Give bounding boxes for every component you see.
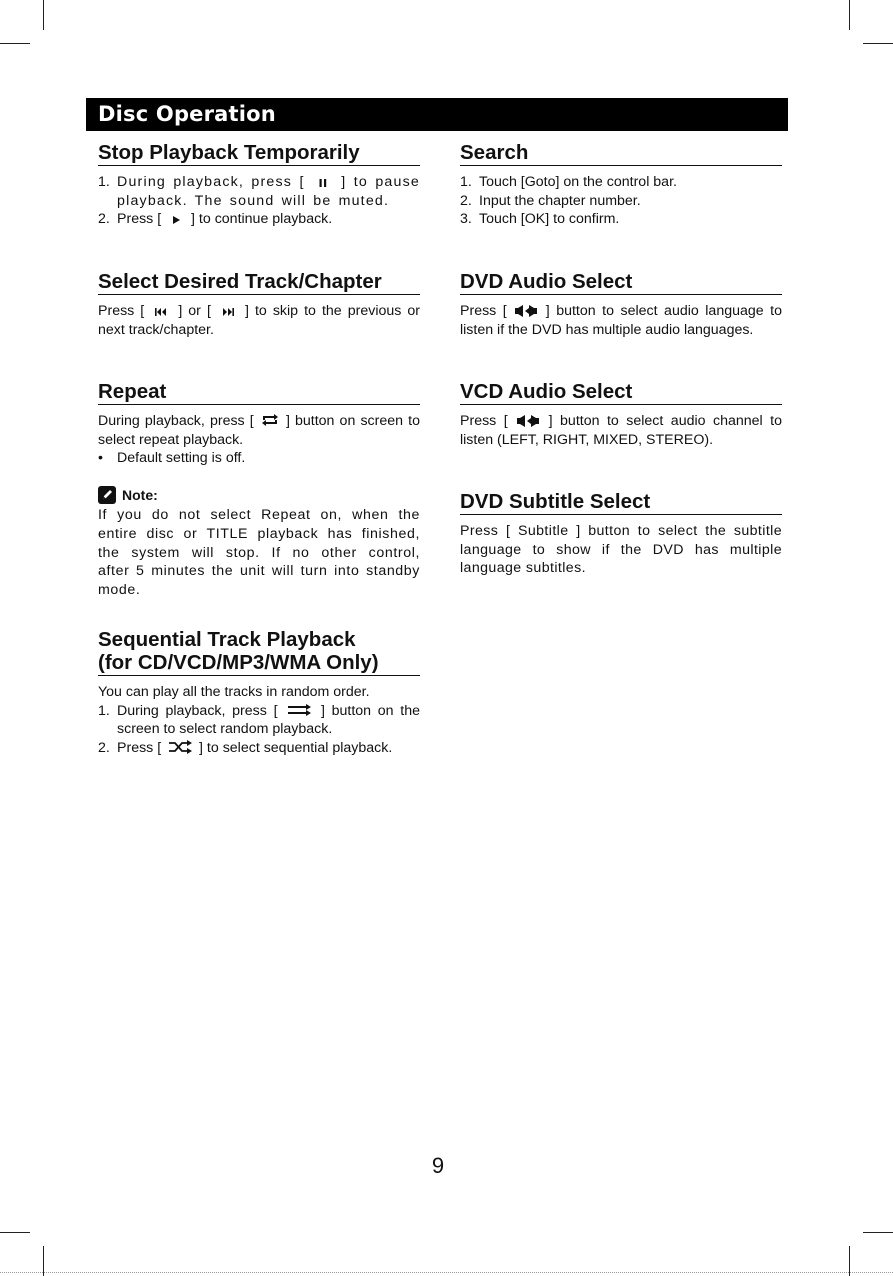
repeat-heading: Repeat: [98, 380, 420, 405]
dvd-audio-text: Press [ ] button to select audio language to listen if the DVD has multiple audio languages.: [460, 303, 783, 338]
select-track-section: [98, 270, 420, 339]
crop-mark: [863, 43, 893, 44]
dvd-audio-heading: DVD Audio Select: [460, 270, 782, 295]
sequential-section: [98, 628, 420, 757]
repeat-icon: [259, 413, 281, 427]
subtitle-heading: DVD Subtitle Select: [460, 490, 782, 515]
item-number: 1.: [98, 702, 110, 719]
item-text: Press [: [117, 211, 166, 228]
crop-mark: [0, 1232, 30, 1233]
item-number: 2.: [98, 211, 110, 228]
list-item: [98, 210, 420, 229]
item-text: During playback, press [: [117, 174, 312, 190]
bullet-item: [98, 449, 420, 468]
next-track-icon: [217, 305, 239, 319]
pencil-note-icon: [98, 486, 116, 504]
item-text: Input the chapter number.: [479, 192, 641, 209]
repeat-text: During playback, press [ ] button on screen to select repeat playback.: [98, 413, 420, 448]
bullet: •: [98, 450, 103, 467]
stop-playback-heading: Stop Playback Temporarily: [98, 141, 420, 166]
list-item: [98, 702, 420, 739]
previous-track-icon: [150, 305, 172, 319]
crop-mark: [43, 0, 44, 30]
select-track-heading: Select Desired Track/Chapter: [98, 270, 420, 295]
vcd-audio-text: Press [ ] button to select audio channel to listen (LEFT, RIGHT, MIXED, STEREO).: [460, 413, 782, 448]
subtitle-section: [460, 490, 782, 578]
list-item: [98, 739, 420, 758]
list-item: [460, 192, 782, 211]
item-number: 3.: [460, 211, 472, 228]
item-number: 1.: [98, 174, 110, 190]
search-heading: Search: [460, 141, 782, 166]
sequential-heading: Sequential Track Playback (for CD/VCD/MP3/WMA Only): [98, 628, 420, 676]
item-text: Touch [OK] to confirm.: [479, 211, 620, 228]
dvd-audio-section: [460, 270, 782, 339]
crop-mark: [863, 1232, 893, 1233]
audio-icon: [513, 304, 539, 318]
crop-mark: [0, 43, 30, 44]
sequential-intro: You can play all the tracks in random order.: [98, 684, 370, 700]
random-icon: [284, 703, 314, 717]
play-icon: [165, 213, 187, 227]
item-text: ] to continue playback.: [187, 211, 333, 228]
list-item: [460, 210, 782, 229]
item-number: 2.: [98, 739, 110, 756]
list-item: [98, 173, 420, 210]
note-text: If you do not select Repeat on, when the entire disc or TITLE playback has finished, the system will stop. If no other control, after 5 minutes the unit will turn into standby mode.: [98, 507, 420, 598]
subtitle-text: Press [ Subtitle ] button to select the subtitle language to show if the DVD has multiple language subtitles.: [460, 523, 782, 577]
stop-playback-section: [98, 141, 420, 229]
crop-mark: [849, 0, 850, 30]
list-item: [460, 173, 782, 192]
page-number: 9: [431, 1153, 445, 1178]
vcd-audio-heading: VCD Audio Select: [460, 380, 782, 405]
vcd-audio-section: [460, 380, 782, 449]
bottom-dotted-line: [0, 1272, 893, 1273]
item-text: During playback, press [: [117, 702, 285, 719]
item-text: ] to pause playback. The sound will be muted.: [117, 174, 420, 209]
repeat-section: [98, 380, 420, 599]
note-header: [98, 486, 420, 505]
section-banner: Disc Operation: [86, 98, 788, 131]
item-text: ] button on the screen to select random playback.: [117, 702, 420, 738]
item-text: Touch [Goto] on the control bar.: [479, 174, 677, 190]
shuffle-icon: [165, 740, 195, 754]
bullet-text: Default setting is off.: [117, 450, 246, 467]
item-number: 2.: [460, 192, 472, 209]
select-track-text: Press [ ] or [ ] to skip to the previous or next track/chapter.: [98, 303, 420, 338]
search-section: [460, 141, 782, 229]
note-label: Note:: [122, 486, 158, 503]
pause-icon: [312, 176, 334, 190]
item-text: ] to select sequential playback.: [195, 739, 393, 756]
audio-icon: [515, 414, 541, 428]
item-text: Press [: [117, 739, 166, 756]
item-number: 1.: [460, 174, 472, 190]
